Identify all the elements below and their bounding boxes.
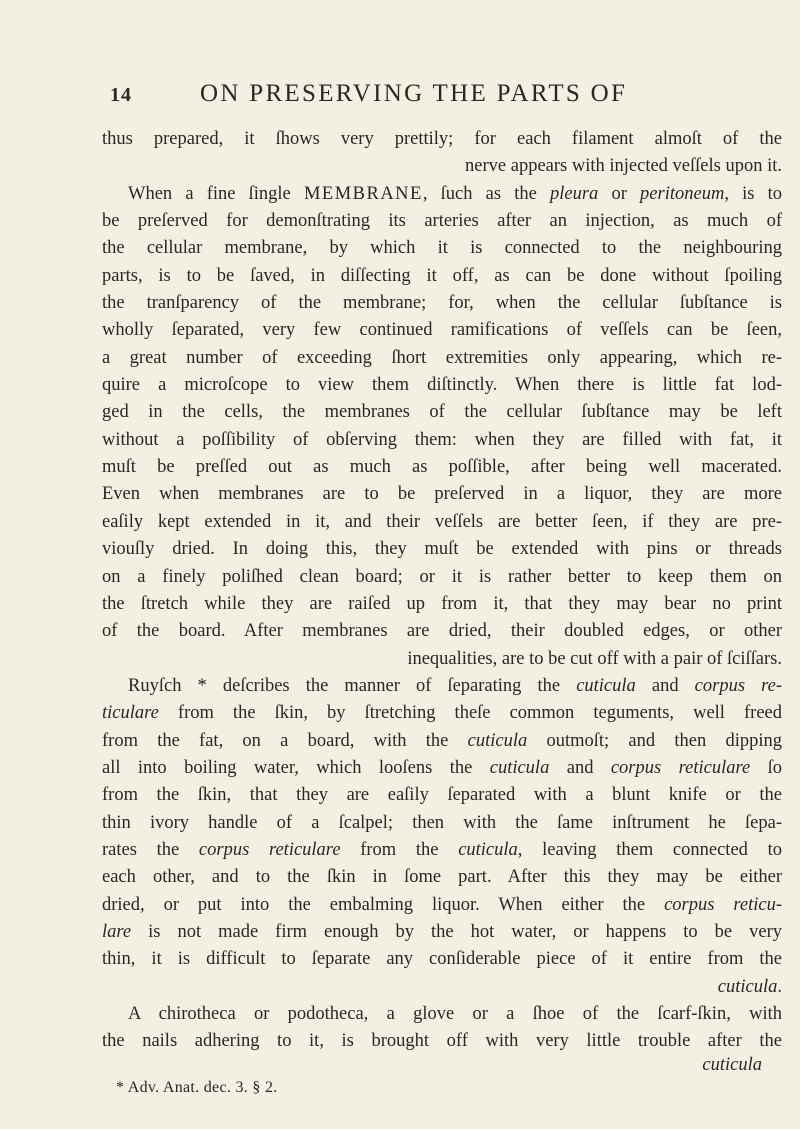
text-line: wholly ſeparated, very few continued ramifications of veſſels can be ſeen, xyxy=(102,320,782,341)
text-line: ticulare from the ſkin, by ſtretching theſe common teguments, well freed xyxy=(102,703,782,724)
text-line: of the board. After membranes are dried, their doubled edges, or other xyxy=(102,621,782,642)
text-line: quire a microſcope to view them diſtinctly. When there is little fat lod- xyxy=(102,375,782,396)
text-line: the tranſparency of the membrane; for, when the cellular ſubſtance is xyxy=(102,293,782,314)
page-number: 14 xyxy=(110,84,132,106)
text-line: lare is not made firm enough by the hot water, or happens to be very xyxy=(102,921,782,942)
text-line: viouſly dried. In doing this, they muſt be extended with pins or threads xyxy=(102,539,782,560)
text-line: from the fat, on a board, with the cuticula outmoſt; and then dipping xyxy=(102,730,782,751)
text-line: Even when membranes are to be preſerved in a liquor, they are more xyxy=(102,484,782,505)
text-line: ged in the cells, the membranes of the cellular ſubſtance may be left xyxy=(102,402,782,423)
footnote: * Adv. Anat. dec. 3. § 2. xyxy=(116,1079,278,1096)
text-line: be preſerved for demonſtrating its arteries after an injection, as much of xyxy=(102,211,782,232)
text-line: each other, and to the ſkin in ſome part. After this they may be either xyxy=(102,867,782,888)
text-line: the nails adhering to it, is brought off with very little trouble after the xyxy=(102,1031,782,1052)
body-text xyxy=(102,126,782,1056)
text-line: parts, is to be ſaved, in diſſecting it off, as can be done without ſpoiling xyxy=(102,265,782,286)
text-line: dried, or put into the embalming liquor. When either the corpus reticu- xyxy=(102,894,782,915)
text-line: rates the corpus reticulare from the cuticula, leaving them connected to xyxy=(102,839,782,860)
running-head: ON PRESERVING THE PARTS OF xyxy=(200,80,628,107)
text-line: thus prepared, it ſhows very prettily; for each filament almoſt of the xyxy=(102,129,782,149)
text-line: A chirotheca or podotheca, a glove or a ſhoe of the ſcarf-ſkin, with xyxy=(128,1004,782,1024)
text-line: all into boiling water, which looſens the cuticula and corpus reticulare ſo xyxy=(102,757,782,778)
text-line: cuticula. xyxy=(717,976,782,997)
text-line: inequalities, are to be cut off with a pair of ſciſſars. xyxy=(407,648,782,669)
text-line: nerve appears with injected veſſels upon it. xyxy=(465,156,782,177)
text-line: muſt be preſſed out as much as poſſible, after being well macerated. xyxy=(102,457,782,478)
text-line: the ſtretch while they are raiſed up from it, that they may bear no print xyxy=(102,593,782,614)
text-line: the cellular membrane, by which it is connected to the neighbouring xyxy=(102,238,782,259)
text-line: a great number of exceeding ſhort extremities only appearing, which re- xyxy=(102,347,782,368)
text-line: thin, it is difficult to ſeparate any conſiderable piece of it entire from the xyxy=(102,949,782,970)
text-line: thin ivory handle of a ſcalpel; then with the ſame inſtrument he ſepa- xyxy=(102,812,782,833)
text-line: without a poſſibility of obſerving them: when they are filled with fat, it xyxy=(102,429,782,450)
text-line: from the ſkin, that they are eaſily ſeparated with a blunt knife or the xyxy=(102,785,782,806)
text-line: Ruyſch * deſcribes the manner of ſeparating the cuticula and corpus re- xyxy=(128,675,783,696)
catchword: cuticula xyxy=(702,1055,762,1075)
text-line: eaſily kept extended in it, and their veſſels are better ſeen, if they are pre- xyxy=(102,511,782,532)
text-line: When a fine ſingle MEMBRANE, ſuch as the pleura or peritoneum, is to xyxy=(128,183,782,204)
text-line: on a finely poliſhed clean board; or it is rather better to keep them on xyxy=(102,566,782,587)
page-header xyxy=(110,80,760,116)
